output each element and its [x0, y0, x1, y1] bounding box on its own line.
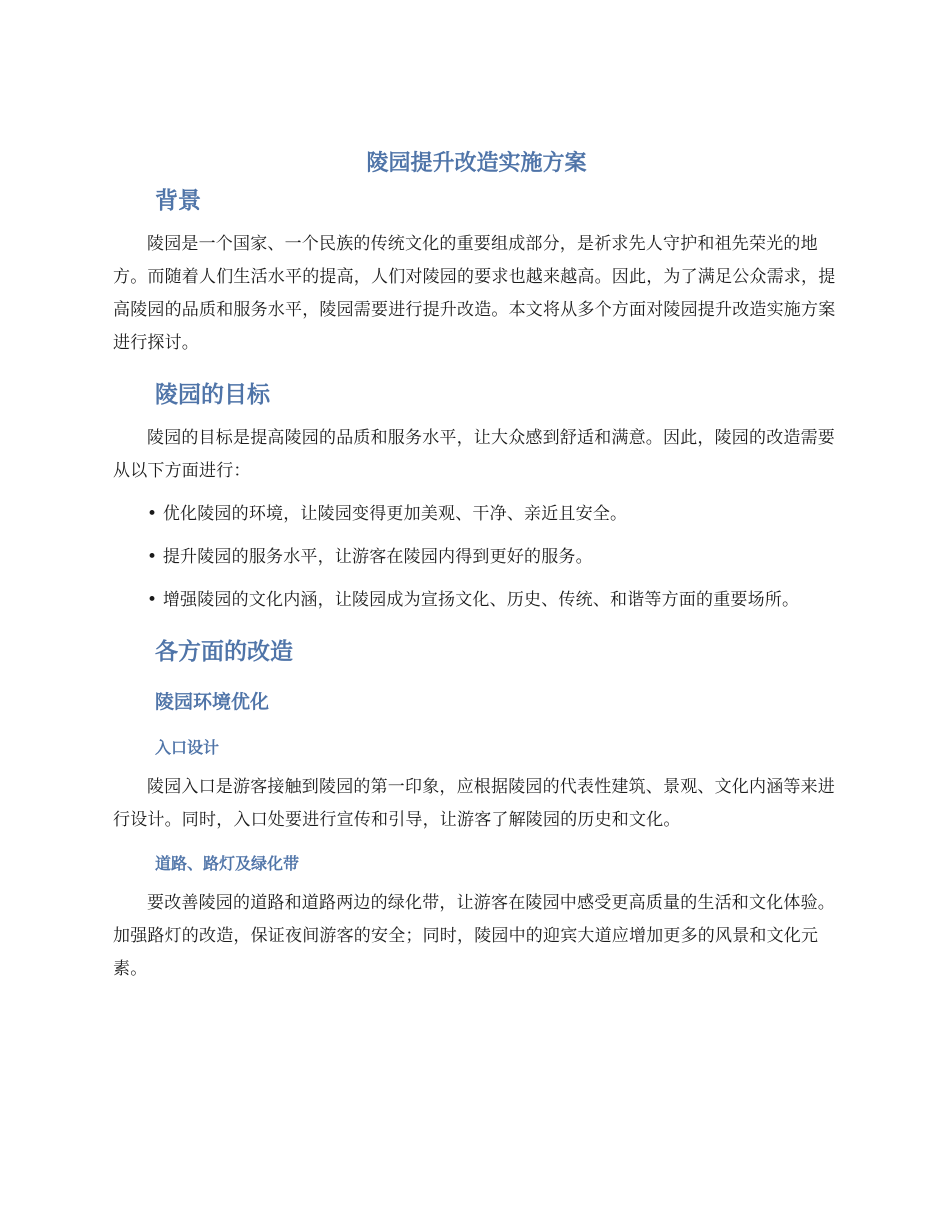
document-body [113, 148, 840, 986]
bullet-item: • 优化陵园的环境，让陵园变得更加美观、干净、亲近且安全。 [147, 504, 628, 524]
bullet-item: • 增强陵园的文化内涵，让陵园成为宣扬文化、历史、传统、和谐等方面的重要场所。 [147, 590, 800, 610]
heading-goals: 陵园的目标 [155, 382, 270, 408]
heading-improvements: 各方面的改造 [155, 639, 293, 665]
paragraph-background: 陵园是一个国家、一个民族的传统文化的重要组成部分，是祈求先人守护和祖先荣光的地方。而随着人们生活水平的提高，人们对陵园的要求也越来越高。因此，为了满足公众需求，提高陵园的品质和服务水平，陵园需要进行提升改造。本文将从多个方面对陵园提升改造实施方案进行探讨。 [113, 234, 836, 353]
document-title: 陵园提升改造实施方案 [366, 151, 587, 176]
paragraph-goals: 陵园的目标是提高陵园的品质和服务水平，让大众感到舒适和满意。因此，陵园的改造需要从以下方面进行： [113, 428, 835, 481]
heading-background: 背景 [155, 188, 201, 214]
heading-environment: 陵园环境优化 [155, 691, 270, 713]
paragraph-roads: 要改善陵园的道路和道路两边的绿化带，让游客在陵园中感受更高质量的生活和文化体验。加强路灯的改造，保证夜间游客的安全；同时，陵园中的迎宾大道应增加更多的风景和文化元素。 [113, 893, 835, 979]
paragraph-entrance-design: 陵园入口是游客接触到陵园的第一印象，应根据陵园的代表性建筑、景观、文化内涵等来进行设计。同时，入口处要进行宣传和引导，让游客了解陵园的历史和文化。 [113, 777, 835, 830]
heading-entrance-design: 入口设计 [155, 738, 220, 757]
bullet-item: • 提升陵园的服务水平，让游客在陵园内得到更好的服务。 [147, 547, 593, 567]
heading-roads: 道路、路灯及绿化带 [155, 854, 300, 873]
